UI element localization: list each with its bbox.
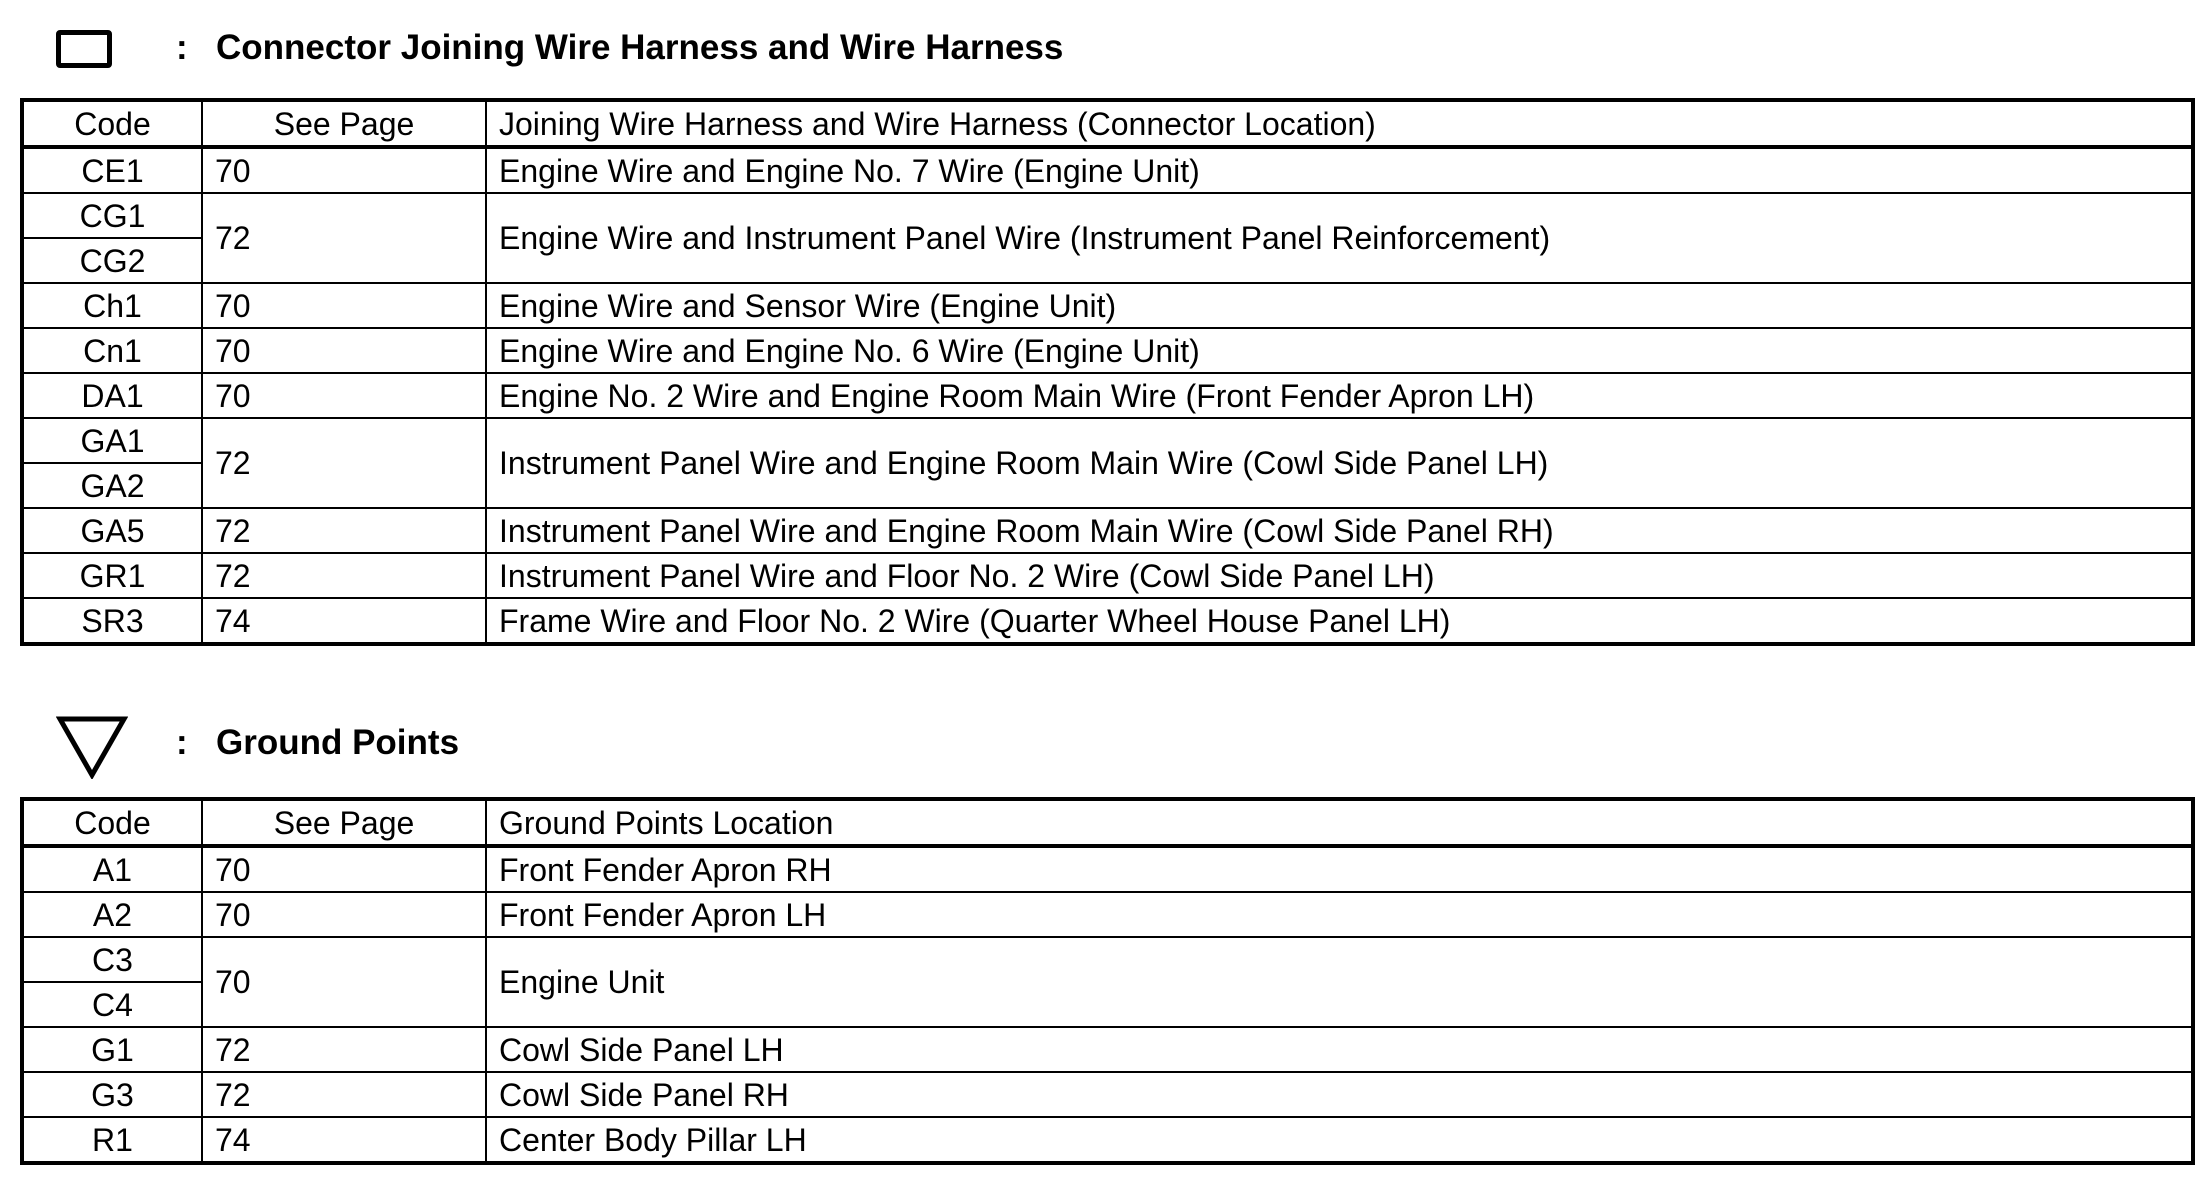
ground-colon: : <box>176 723 188 762</box>
row-code: Cn1 <box>22 328 202 373</box>
row-code: DA1 <box>22 373 202 418</box>
header-see-page: See Page <box>202 100 486 147</box>
table-row <box>22 193 2193 238</box>
row-page: 70 <box>202 937 486 1027</box>
row-page: 70 <box>202 283 486 328</box>
row-description: Center Body Pillar LH <box>486 1117 2193 1163</box>
row-code: A2 <box>22 892 202 937</box>
row-page: 74 <box>202 1117 486 1163</box>
table-row <box>22 283 2193 328</box>
row-description: Frame Wire and Floor No. 2 Wire (Quarter Wheel House Panel LH) <box>486 598 2193 644</box>
ground-section-header <box>0 715 2212 775</box>
row-code: GA5 <box>22 508 202 553</box>
row-code: CE1 <box>22 147 202 193</box>
row-code: GA2 <box>22 463 202 508</box>
row-page: 72 <box>202 418 486 508</box>
header-code: Code <box>22 100 202 147</box>
row-page: 72 <box>202 193 486 283</box>
ground-section-title: Ground Points <box>216 723 460 762</box>
row-page: 70 <box>202 846 486 892</box>
ground-points-table <box>20 797 2195 1165</box>
row-description: Engine Wire and Instrument Panel Wire (Instrument Panel Reinforcement) <box>486 193 2193 283</box>
row-code: CG1 <box>22 193 202 238</box>
row-page: 72 <box>202 508 486 553</box>
row-code: Ch1 <box>22 283 202 328</box>
row-page: 72 <box>202 553 486 598</box>
header-code: Code <box>22 799 202 846</box>
row-page: 70 <box>202 892 486 937</box>
header-see-page: See Page <box>202 799 486 846</box>
row-description: Cowl Side Panel RH <box>486 1072 2193 1117</box>
table-row <box>22 598 2193 644</box>
row-code: C3 <box>22 937 202 982</box>
row-code: A1 <box>22 846 202 892</box>
row-page: 74 <box>202 598 486 644</box>
row-description: Instrument Panel Wire and Engine Room Main Wire (Cowl Side Panel LH) <box>486 418 2193 508</box>
row-description: Front Fender Apron RH <box>486 846 2193 892</box>
table-row <box>22 892 2193 937</box>
row-page: 72 <box>202 1027 486 1072</box>
row-description: Engine No. 2 Wire and Engine Room Main Wire (Front Fender Apron LH) <box>486 373 2193 418</box>
row-code: GA1 <box>22 418 202 463</box>
row-code: GR1 <box>22 553 202 598</box>
row-description: Front Fender Apron LH <box>486 892 2193 937</box>
connector-section-header <box>0 20 2212 80</box>
row-code: CG2 <box>22 238 202 283</box>
triangle-ground-icon <box>56 715 128 779</box>
square-connector-icon <box>56 30 112 68</box>
row-page: 72 <box>202 1072 486 1117</box>
row-code: R1 <box>22 1117 202 1163</box>
header-description: Joining Wire Harness and Wire Harness (Connector Location) <box>486 100 2193 147</box>
table-row <box>22 508 2193 553</box>
table-row <box>22 937 2193 982</box>
table-row <box>22 1117 2193 1163</box>
table-header-row <box>22 100 2193 147</box>
row-code: C4 <box>22 982 202 1027</box>
row-page: 70 <box>202 147 486 193</box>
table-row <box>22 846 2193 892</box>
row-page: 70 <box>202 373 486 418</box>
row-code: G3 <box>22 1072 202 1117</box>
row-page: 70 <box>202 328 486 373</box>
table-row <box>22 147 2193 193</box>
connector-colon: : <box>176 28 188 67</box>
table-row <box>22 1072 2193 1117</box>
connector-section-title: Connector Joining Wire Harness and Wire Harness <box>216 28 1064 67</box>
row-code: G1 <box>22 1027 202 1072</box>
connector-table <box>20 98 2195 646</box>
row-description: Engine Unit <box>486 937 2193 1027</box>
table-row <box>22 418 2193 463</box>
row-description: Engine Wire and Sensor Wire (Engine Unit) <box>486 283 2193 328</box>
header-description: Ground Points Location <box>486 799 2193 846</box>
table-header-row <box>22 799 2193 846</box>
table-row <box>22 328 2193 373</box>
table-row <box>22 1027 2193 1072</box>
row-description: Instrument Panel Wire and Engine Room Main Wire (Cowl Side Panel RH) <box>486 508 2193 553</box>
table-row <box>22 373 2193 418</box>
row-code: SR3 <box>22 598 202 644</box>
table-row <box>22 553 2193 598</box>
row-description: Cowl Side Panel LH <box>486 1027 2193 1072</box>
row-description: Engine Wire and Engine No. 6 Wire (Engine Unit) <box>486 328 2193 373</box>
row-description: Engine Wire and Engine No. 7 Wire (Engine Unit) <box>486 147 2193 193</box>
row-description: Instrument Panel Wire and Floor No. 2 Wire (Cowl Side Panel LH) <box>486 553 2193 598</box>
